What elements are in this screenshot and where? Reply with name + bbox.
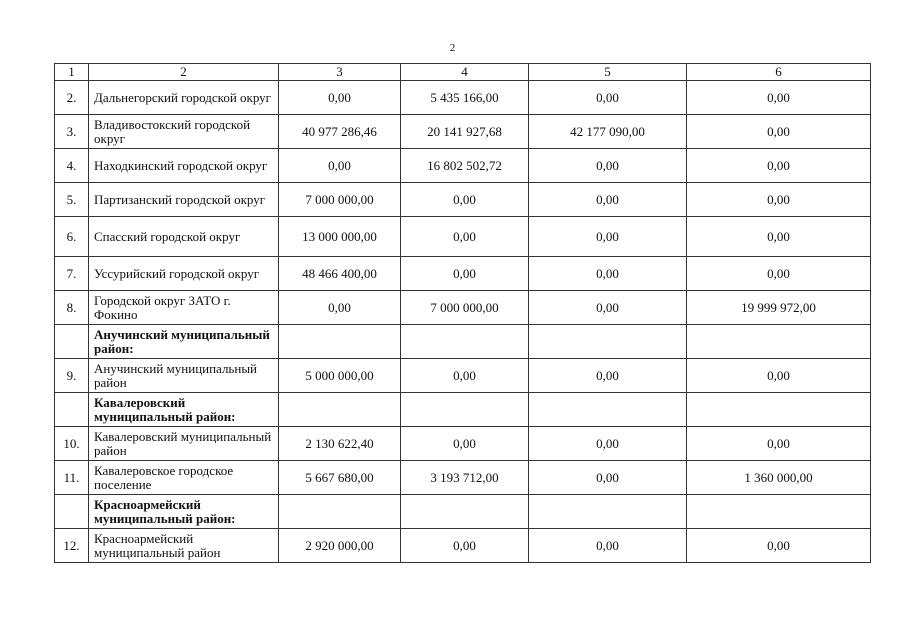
header-cell-5: 5 xyxy=(529,64,687,81)
cell-col5: 0,00 xyxy=(529,149,687,183)
cell-col5: 0,00 xyxy=(529,427,687,461)
table-row xyxy=(55,427,871,461)
table-row xyxy=(55,81,871,115)
table-header-row xyxy=(55,64,871,81)
cell-col3: 13 000 000,00 xyxy=(279,217,401,257)
page-number: 2 xyxy=(449,42,456,54)
data-table xyxy=(54,63,871,563)
cell-col3: 2 920 000,00 xyxy=(279,529,401,563)
empty-cell xyxy=(401,325,529,359)
cell-col6: 0,00 xyxy=(687,359,871,393)
empty-cell xyxy=(55,325,89,359)
row-name: Находкинский городской округ xyxy=(89,149,279,183)
header-cell-2: 2 xyxy=(89,64,279,81)
section-title: Анучинский муниципальный район: xyxy=(89,325,279,359)
empty-cell xyxy=(55,393,89,427)
row-number: 2. xyxy=(55,81,89,115)
cell-col6: 0,00 xyxy=(687,427,871,461)
table-row xyxy=(55,291,871,325)
row-name: Дальнегорский городской округ xyxy=(89,81,279,115)
cell-col5: 0,00 xyxy=(529,217,687,257)
empty-cell xyxy=(279,393,401,427)
section-title: Красноармейский муниципальный район: xyxy=(89,495,279,529)
row-number: 9. xyxy=(55,359,89,393)
empty-cell xyxy=(529,393,687,427)
empty-cell xyxy=(687,393,871,427)
row-name: Спасский городской округ xyxy=(89,217,279,257)
cell-col3: 0,00 xyxy=(279,149,401,183)
cell-col5: 0,00 xyxy=(529,461,687,495)
empty-cell xyxy=(279,495,401,529)
cell-col4: 0,00 xyxy=(401,427,529,461)
row-name: Партизанский городской округ xyxy=(89,183,279,217)
table-row xyxy=(55,359,871,393)
cell-col6: 0,00 xyxy=(687,115,871,149)
cell-col4: 5 435 166,00 xyxy=(401,81,529,115)
row-name: Владивостокский городской округ xyxy=(89,115,279,149)
table-section-row xyxy=(55,325,871,359)
row-number: 10. xyxy=(55,427,89,461)
header-cell-1: 1 xyxy=(55,64,89,81)
empty-cell xyxy=(401,393,529,427)
cell-col4: 0,00 xyxy=(401,217,529,257)
cell-col4: 20 141 927,68 xyxy=(401,115,529,149)
cell-col5: 0,00 xyxy=(529,291,687,325)
cell-col6: 0,00 xyxy=(687,257,871,291)
empty-cell xyxy=(687,495,871,529)
row-name: Красноармейский муниципальный район xyxy=(89,529,279,563)
table-section-row xyxy=(55,495,871,529)
cell-col5: 42 177 090,00 xyxy=(529,115,687,149)
row-number: 7. xyxy=(55,257,89,291)
cell-col5: 0,00 xyxy=(529,183,687,217)
section-title: Кавалеровский муниципальный район: xyxy=(89,393,279,427)
cell-col6: 1 360 000,00 xyxy=(687,461,871,495)
cell-col3: 0,00 xyxy=(279,81,401,115)
table-row xyxy=(55,529,871,563)
table-row xyxy=(55,461,871,495)
cell-col4: 16 802 502,72 xyxy=(401,149,529,183)
cell-col4: 7 000 000,00 xyxy=(401,291,529,325)
empty-cell xyxy=(529,495,687,529)
empty-cell xyxy=(687,325,871,359)
header-cell-3: 3 xyxy=(279,64,401,81)
cell-col6: 0,00 xyxy=(687,81,871,115)
table-row xyxy=(55,257,871,291)
row-name: Кавалеровское городское поселение xyxy=(89,461,279,495)
cell-col3: 40 977 286,46 xyxy=(279,115,401,149)
row-number: 5. xyxy=(55,183,89,217)
cell-col5: 0,00 xyxy=(529,257,687,291)
row-number: 3. xyxy=(55,115,89,149)
cell-col4: 0,00 xyxy=(401,257,529,291)
cell-col4: 0,00 xyxy=(401,529,529,563)
row-number: 8. xyxy=(55,291,89,325)
row-name: Городской округ ЗАТО г. Фокино xyxy=(89,291,279,325)
table-row xyxy=(55,149,871,183)
cell-col5: 0,00 xyxy=(529,81,687,115)
cell-col3: 5 000 000,00 xyxy=(279,359,401,393)
cell-col3: 0,00 xyxy=(279,291,401,325)
table-row xyxy=(55,115,871,149)
cell-col6: 0,00 xyxy=(687,149,871,183)
row-number: 11. xyxy=(55,461,89,495)
header-cell-6: 6 xyxy=(687,64,871,81)
empty-cell xyxy=(401,495,529,529)
cell-col4: 3 193 712,00 xyxy=(401,461,529,495)
header-cell-4: 4 xyxy=(401,64,529,81)
cell-col5: 0,00 xyxy=(529,529,687,563)
row-number: 6. xyxy=(55,217,89,257)
cell-col3: 7 000 000,00 xyxy=(279,183,401,217)
cell-col6: 0,00 xyxy=(687,217,871,257)
empty-cell xyxy=(55,495,89,529)
table-row xyxy=(55,217,871,257)
cell-col6: 0,00 xyxy=(687,529,871,563)
cell-col3: 5 667 680,00 xyxy=(279,461,401,495)
cell-col3: 48 466 400,00 xyxy=(279,257,401,291)
row-name: Анучинский муниципальный район xyxy=(89,359,279,393)
row-number: 12. xyxy=(55,529,89,563)
empty-cell xyxy=(529,325,687,359)
row-name: Уссурийский городской округ xyxy=(89,257,279,291)
cell-col4: 0,00 xyxy=(401,183,529,217)
empty-cell xyxy=(279,325,401,359)
row-number: 4. xyxy=(55,149,89,183)
cell-col6: 19 999 972,00 xyxy=(687,291,871,325)
table-body xyxy=(55,64,871,563)
cell-col3: 2 130 622,40 xyxy=(279,427,401,461)
table-row xyxy=(55,183,871,217)
cell-col5: 0,00 xyxy=(529,359,687,393)
cell-col4: 0,00 xyxy=(401,359,529,393)
table-section-row xyxy=(55,393,871,427)
row-name: Кавалеровский муниципальный район xyxy=(89,427,279,461)
cell-col6: 0,00 xyxy=(687,183,871,217)
